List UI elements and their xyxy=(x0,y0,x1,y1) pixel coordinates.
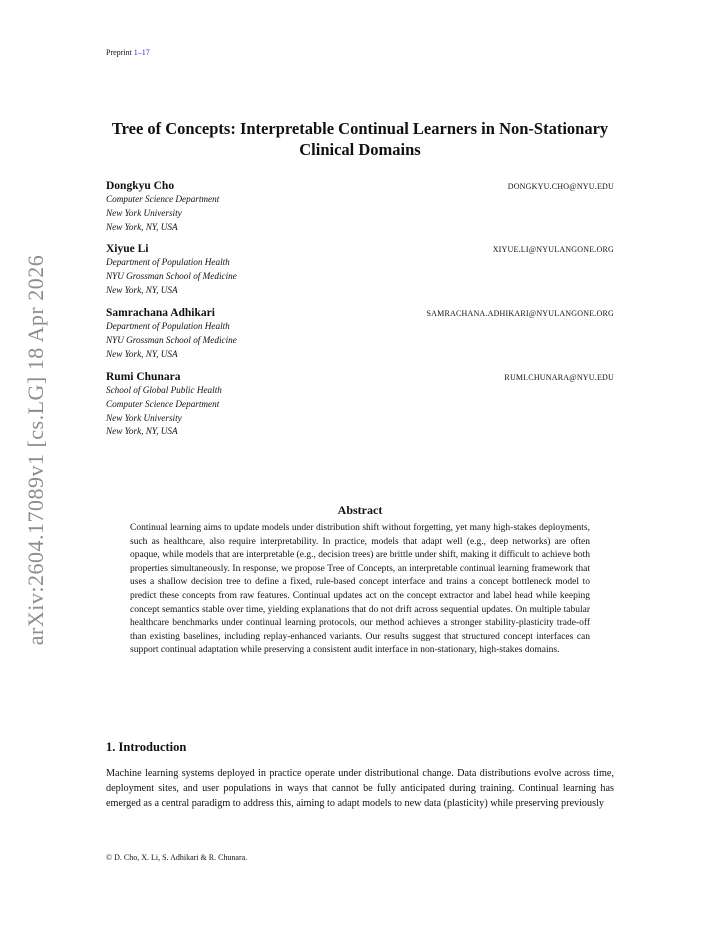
author-affiliation: Computer Science Department xyxy=(106,194,220,204)
author-affiliation: School of Global Public Health xyxy=(106,385,222,395)
author-affiliation: Computer Science Department xyxy=(106,398,220,409)
author-block xyxy=(106,306,614,361)
author-affiliation: Department of Population Health xyxy=(106,257,230,267)
author-email: XIYUE.LI@NYULANGONE.ORG xyxy=(492,245,614,254)
page-range-link[interactable]: 1–17 xyxy=(133,48,150,57)
preprint-header xyxy=(106,48,150,57)
author-block xyxy=(106,242,614,297)
author-email: SAMRACHANA.ADHIKARI@NYULANGONE.ORG xyxy=(426,309,614,318)
author-block xyxy=(106,179,614,234)
author-email: RUMI.CHUNARA@NYU.EDU xyxy=(504,373,614,382)
paper-title: Tree of Concepts: Interpretable Continual Learners in Non-Stationary Clinical Domains xyxy=(111,119,609,159)
author-affiliation: New York, NY, USA xyxy=(106,284,178,295)
author-affiliation: New York University xyxy=(106,207,182,218)
arxiv-identifier-stamp: arXiv:2604.17089v1 [cs.LG] 18 Apr 2026 xyxy=(23,254,48,646)
author-email: DONGKYU.CHO@NYU.EDU xyxy=(507,182,614,191)
section-heading: 1. Introduction xyxy=(106,740,187,754)
author-affiliation: New York, NY, USA xyxy=(106,348,178,359)
author-affiliation: New York University xyxy=(106,412,182,423)
author-affiliation: NYU Grossman School of Medicine xyxy=(106,270,237,281)
copyright-notice: © D. Cho, X. Li, S. Adhikari & R. Chunara. xyxy=(106,853,248,862)
section-paragraph: Machine learning systems deployed in practice operate under distributional change. Data distributions evolve across time, deployment sites, and user populations in ways that cannot be fully anticipated during training. Continual learning has emerged as a central paradigm to address this, aiming to adapt models to new data (plasticity) while preserving previously xyxy=(106,768,614,809)
author-block xyxy=(106,370,614,439)
abstract-heading: Abstract xyxy=(337,503,383,517)
author-name: Samrachana Adhikari xyxy=(106,307,215,319)
preprint-label: Preprint xyxy=(106,48,132,57)
author-name: Xiyue Li xyxy=(106,243,149,255)
author-name: Dongkyu Cho xyxy=(106,180,175,192)
author-affiliation: New York, NY, USA xyxy=(106,426,178,437)
author-affiliation: NYU Grossman School of Medicine xyxy=(106,334,237,345)
author-name: Rumi Chunara xyxy=(106,371,181,383)
author-affiliation: New York, NY, USA xyxy=(106,221,178,232)
abstract-text: Continual learning aims to update models under distribution shift without forgetting, yet many high-stakes deployments, such as healthcare, also require interpretability. In practice, models that adapt well (e.g., deep networks) are often opaque, while models that are interpretable (e.g., decision trees) are brittle under shift, making it difficult to achieve both properties simultaneously. In response, we propose Tree of Concepts, an interpretable continual learning framework that uses a shallow decision tree to define a fixed, rule-based concept interface and trains a concept bottleneck model to predict these concepts from raw features. Continual updates act on the concept extractor and label head while keeping concept semantics stable over time, yielding explanations that do not drift across sequential updates. On multiple tabular healthcare benchmarks under continual learning protocols, our method achieves a stronger stability-plasticity trade-off than existing baselines, including replay-enhanced variants. Our results suggest that structured concept interfaces can support continual adaptation while preserving a consistent audit interface in non-stationary, high-stakes domains. xyxy=(130,523,590,656)
author-affiliation: Department of Population Health xyxy=(106,321,230,331)
